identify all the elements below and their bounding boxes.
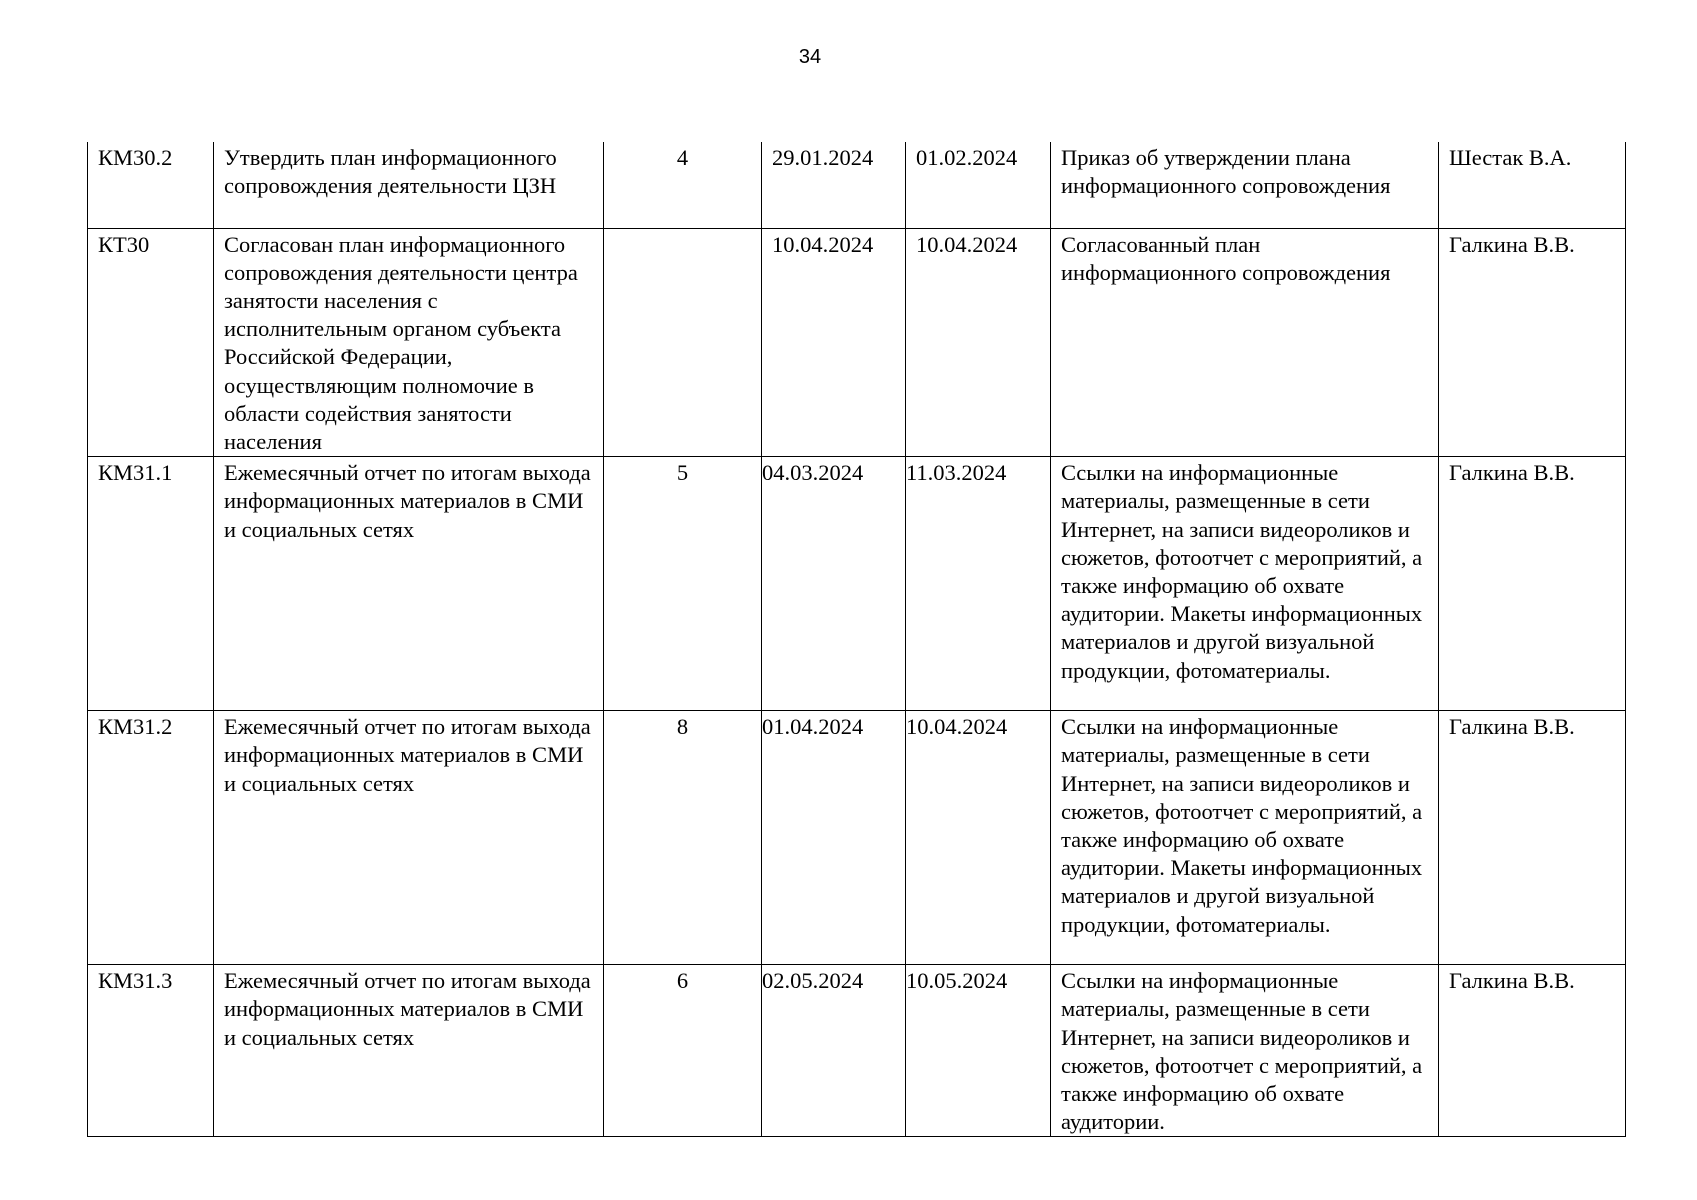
plan-table: [87, 142, 1626, 1137]
responsible-cell: Галкина В.В.: [1439, 228, 1626, 457]
milestone-code-cell: КМ31.3: [88, 965, 214, 1137]
task-cell: Согласован план информационного сопровождения деятельности центра занятости населения с исполнительным органом субъекта Российской Федерации, осуществляющим полномочие в области содействия занятости населения: [214, 228, 604, 457]
duration-cell: 8: [604, 711, 762, 965]
milestone-code-cell: КМ31.2: [88, 711, 214, 965]
task-cell: Утвердить план информационного сопровождения деятельности ЦЗН: [214, 142, 604, 228]
duration-cell: 6: [604, 965, 762, 1137]
start-date-cell: 10.04.2024: [762, 228, 906, 457]
end-date-cell: 10.04.2024: [906, 711, 1051, 965]
start-date-cell: 29.01.2024: [762, 142, 906, 228]
start-date-cell: 02.05.2024: [762, 965, 906, 1137]
page-number: 34: [798, 46, 822, 68]
result-cell: Ссылки на информационные материалы, размещенные в сети Интернет, на записи видеороликов и сюжетов, фотоотчет с мероприятий, а также информацию об охвате аудитории.: [1051, 965, 1439, 1137]
result-cell: Приказ об утверждении плана информационного сопровождения: [1051, 142, 1439, 228]
start-date-cell: 04.03.2024: [762, 457, 906, 711]
responsible-cell: Галкина В.В.: [1439, 457, 1626, 711]
result-cell: Ссылки на информационные материалы, размещенные в сети Интернет, на записи видеороликов и сюжетов, фотоотчет с мероприятий, а также информацию об охвате аудитории. Макеты информационных материалов и другой визуальной продукции, фотоматериалы.: [1051, 711, 1439, 965]
responsible-cell: Шестак В.А.: [1439, 142, 1626, 228]
table-row: [88, 142, 1626, 228]
task-cell: Ежемесячный отчет по итогам выхода информационных материалов в СМИ и социальных сетях: [214, 457, 604, 711]
responsible-cell: Галкина В.В.: [1439, 965, 1626, 1137]
result-cell: Согласованный план информационного сопровождения: [1051, 228, 1439, 457]
end-date-cell: 01.02.2024: [906, 142, 1051, 228]
duration-cell: 5: [604, 457, 762, 711]
milestone-code-cell: КТ30: [88, 228, 214, 457]
task-cell: Ежемесячный отчет по итогам выхода информационных материалов в СМИ и социальных сетях: [214, 965, 604, 1137]
result-cell: Ссылки на информационные материалы, размещенные в сети Интернет, на записи видеороликов и сюжетов, фотоотчет с мероприятий, а также информацию об охвате аудитории. Макеты информационных материалов и другой визуальной продукции, фотоматериалы.: [1051, 457, 1439, 711]
milestone-code-cell: КМ31.1: [88, 457, 214, 711]
end-date-cell: 10.05.2024: [906, 965, 1051, 1137]
task-cell: Ежемесячный отчет по итогам выхода информационных материалов в СМИ и социальных сетях: [214, 711, 604, 965]
milestone-code-cell: КМ30.2: [88, 142, 214, 228]
table-row: [88, 228, 1626, 457]
duration-cell: 4: [604, 142, 762, 228]
responsible-cell: Галкина В.В.: [1439, 711, 1626, 965]
end-date-cell: 10.04.2024: [906, 228, 1051, 457]
table-row: [88, 457, 1626, 711]
table-row: [88, 965, 1626, 1137]
table-row: [88, 711, 1626, 965]
end-date-cell: 11.03.2024: [906, 457, 1051, 711]
start-date-cell: 01.04.2024: [762, 711, 906, 965]
duration-cell: [604, 228, 762, 457]
